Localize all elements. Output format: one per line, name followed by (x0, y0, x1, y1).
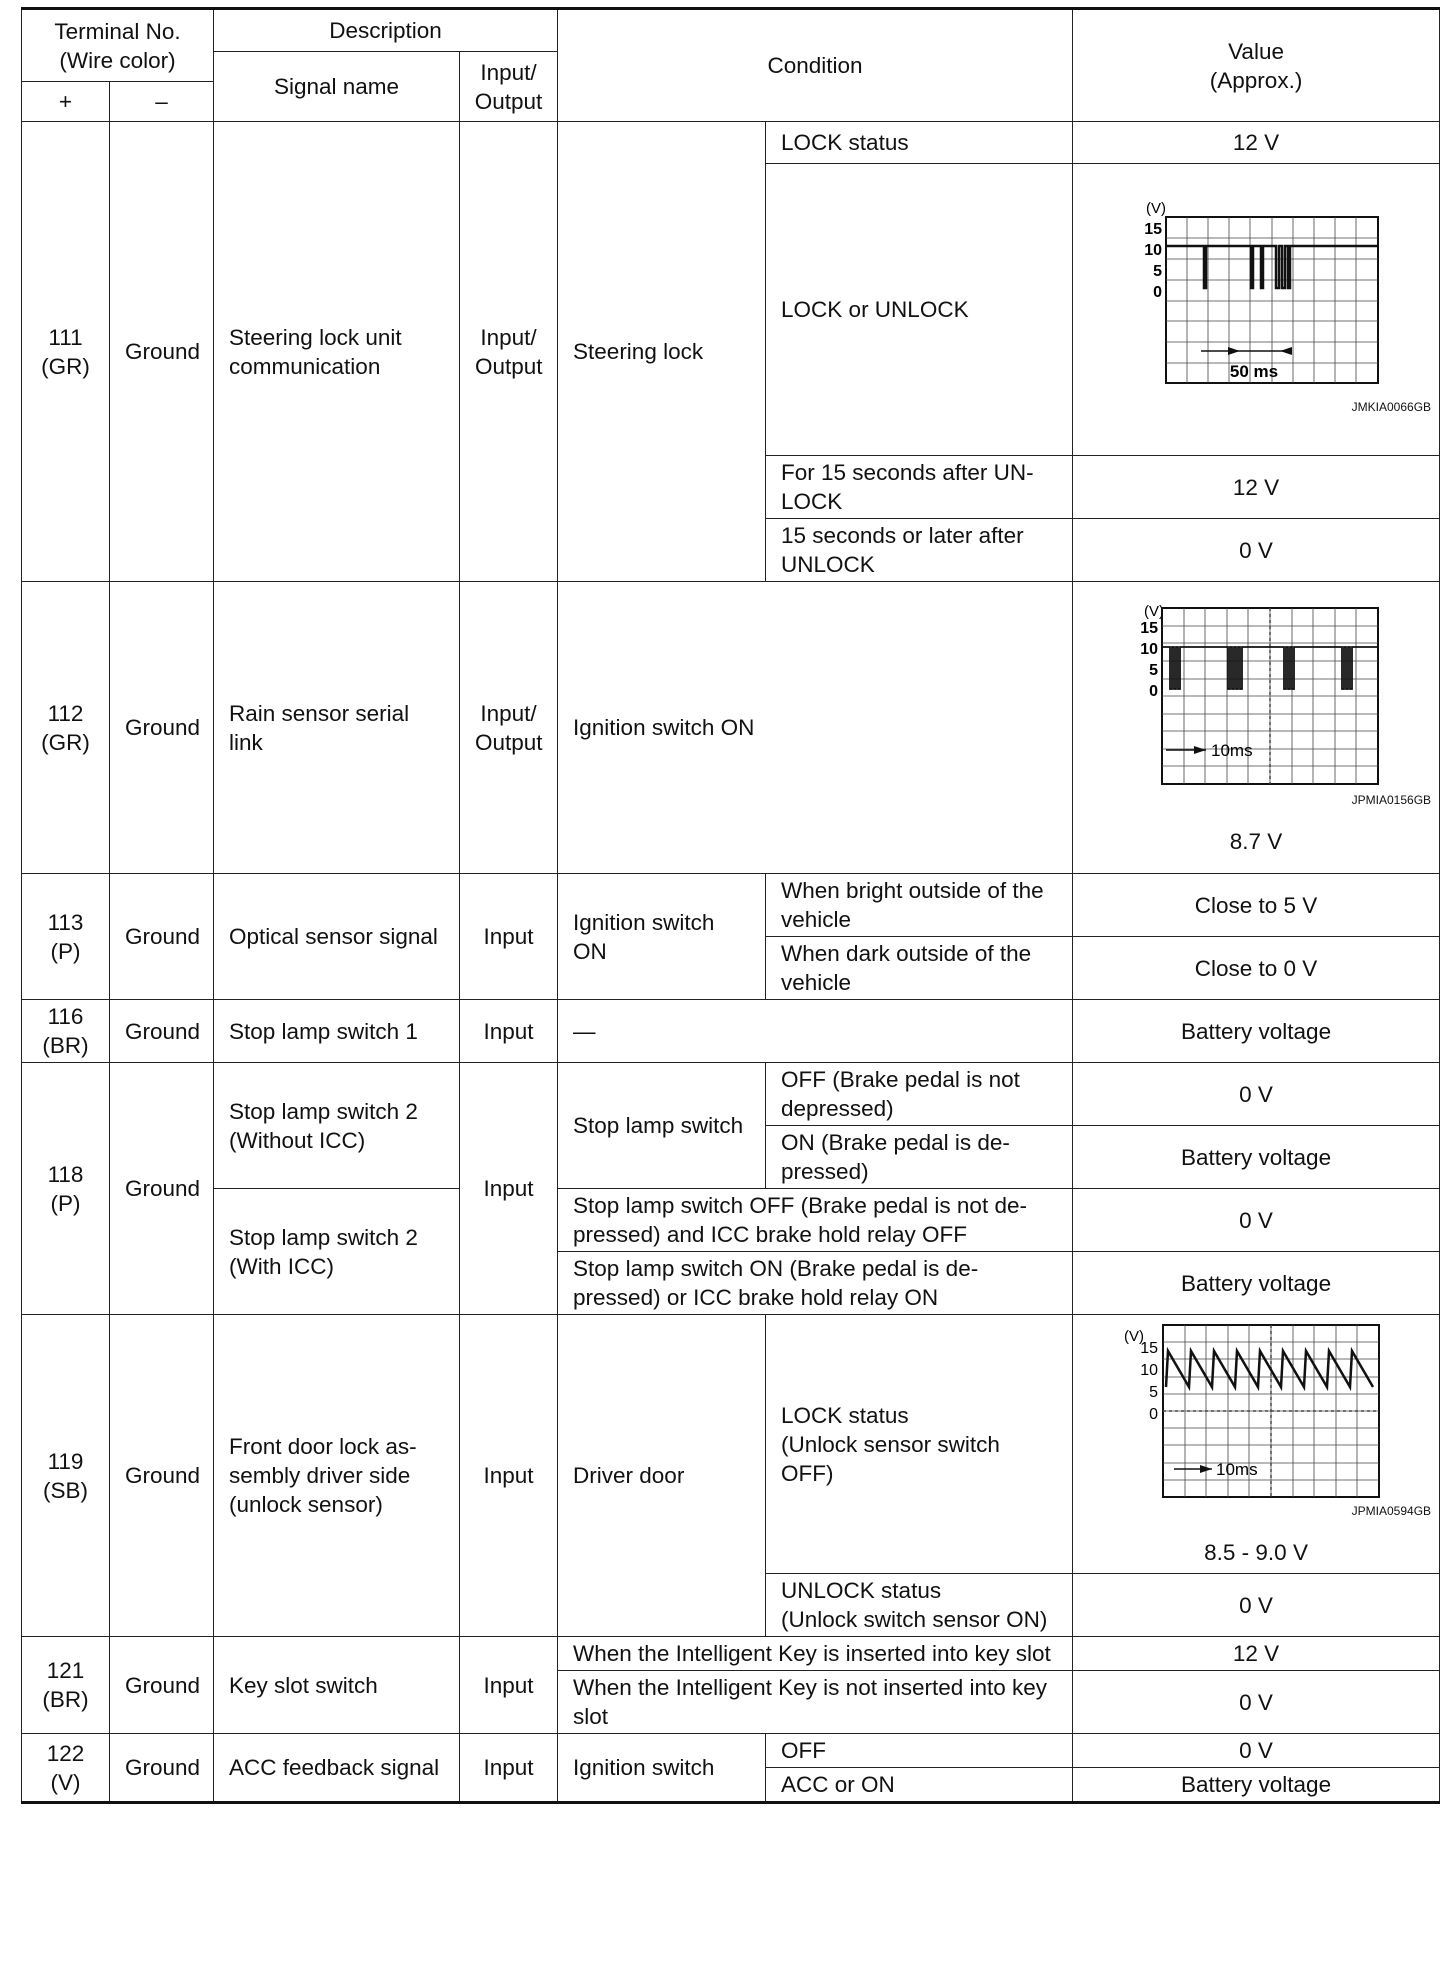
terminal-119-ground: Ground (110, 1315, 214, 1637)
terminal-116-value: Battery voltage (1073, 1000, 1440, 1063)
terminal-119-waveform-cell (1073, 1315, 1440, 1574)
terminal-112: 112 (GR) (22, 582, 110, 874)
wave-tick-5: 5 (1149, 1384, 1159, 1401)
terminal-111-cond-4: 15 seconds or later after UNLOCK (766, 519, 1073, 582)
wave-tick-15: 15 (1140, 619, 1159, 637)
wave-unit-label: (V) (1124, 1328, 1145, 1345)
terminal-116-signal: Stop lamp switch 1 (214, 1000, 460, 1063)
terminal-121: 121 (BR) (22, 1637, 110, 1734)
header-input-output: Input/ Output (460, 52, 558, 122)
terminal-113-cond-2: When dark outside of the vehicle (766, 937, 1073, 1000)
terminal-121-signal: Key slot switch (214, 1637, 460, 1734)
header-signal-name: Signal name (214, 52, 460, 122)
terminal-113-signal: Optical sensor signal (214, 874, 460, 1000)
terminal-111-cond-3: For 15 seconds after UN- LOCK (766, 456, 1073, 519)
terminal-111-signal: Steering lock unit communication (214, 122, 460, 582)
terminal-122-signal: ACC feedback signal (214, 1734, 460, 1803)
terminal-122-cond-1: OFF (766, 1734, 1073, 1768)
terminal-118-value-4: Battery voltage (1073, 1252, 1440, 1315)
header-terminal-no: Terminal No. (Wire color) (22, 9, 214, 82)
wave-trace (1166, 1351, 1373, 1387)
terminal-118: 118 (P) (22, 1063, 110, 1315)
terminal-112-value: 8.7 V (1229, 828, 1283, 854)
terminal-122: 122 (V) (22, 1734, 110, 1803)
terminal-119-cond-1: LOCK status (Unlock sensor switch OFF) (766, 1315, 1073, 1574)
terminal-113-value-1: Close to 5 V (1073, 874, 1440, 937)
terminal-112-signal: Rain sensor serial link (214, 582, 460, 874)
terminal-111-io: Input/ Output (460, 122, 558, 582)
terminal-116-io: Input (460, 1000, 558, 1063)
header-plus: + (22, 82, 110, 122)
terminal-119-value-2: 0 V (1073, 1574, 1440, 1637)
wave-code-119: JPMIA0594GB (1351, 1504, 1432, 1518)
wave-unit-label: (V) (1144, 602, 1165, 620)
terminal-121-cond-1: When the Intelligent Key is inserted into key slot (558, 1637, 1073, 1671)
wave-tick-15: 15 (1140, 1340, 1159, 1357)
terminal-119-condition: Driver door (558, 1315, 766, 1637)
terminal-119: 119 (SB) (22, 1315, 110, 1637)
wave-scale-label: 10ms (1211, 740, 1253, 760)
terminal-121-cond-2: When the Intelligent Key is not inserted into key slot (558, 1671, 1073, 1734)
terminal-111-condition: Steering lock (558, 122, 766, 582)
header-condition: Condition (558, 9, 1073, 122)
terminal-116-condition: — (558, 1000, 1073, 1063)
wave-tick-0: 0 (1149, 682, 1159, 700)
terminal-111-cond-1: LOCK status (766, 122, 1073, 164)
terminal-118-cond-3: Stop lamp switch OFF (Brake pedal is not de- pressed) and ICC brake hold relay OFF (558, 1189, 1073, 1252)
terminal-112-condition: Ignition switch ON (558, 582, 1073, 874)
wave-code-111: JMKIA0066GB (1351, 400, 1432, 414)
wave-scale-label: 10ms (1216, 1460, 1258, 1479)
header-minus: – (110, 82, 214, 122)
terminal-111-value-4: 0 V (1073, 519, 1440, 582)
terminal-118-condition-a: Stop lamp switch (558, 1063, 766, 1189)
terminal-spec-table (21, 7, 1440, 1804)
terminal-118-cond-1: OFF (Brake pedal is not depressed) (766, 1063, 1073, 1126)
terminal-111-value-1: 12 V (1073, 122, 1440, 164)
terminal-121-value-2: 0 V (1073, 1671, 1440, 1734)
terminal-121-io: Input (460, 1637, 558, 1734)
wave-tick-5: 5 (1149, 661, 1159, 679)
wave-unit-label: (V) (1146, 200, 1167, 217)
terminal-113-value-2: Close to 0 V (1073, 937, 1440, 1000)
terminal-119-cond-2: UNLOCK status (Unlock switch sensor ON) (766, 1574, 1073, 1637)
terminal-118-value-2: Battery voltage (1073, 1126, 1440, 1189)
terminal-111-waveform-cell (1073, 164, 1440, 456)
terminal-113: 113 (P) (22, 874, 110, 1000)
wave-tick-0: 0 (1149, 1406, 1159, 1423)
header-value: Value (Approx.) (1073, 9, 1440, 122)
wave-code-112: JPMIA0156GB (1351, 792, 1432, 807)
terminal-112-waveform-cell (1073, 582, 1440, 874)
waveform-rain-sensor (1116, 600, 1396, 790)
terminal-118-cond-2: ON (Brake pedal is de- pressed) (766, 1126, 1073, 1189)
terminal-119-io: Input (460, 1315, 558, 1637)
terminal-112-ground: Ground (110, 582, 214, 874)
terminal-122-value-1: 0 V (1073, 1734, 1440, 1768)
terminal-119-signal: Front door lock as- sembly driver side (unlock sensor) (214, 1315, 460, 1637)
terminal-111: 111 (GR) (22, 122, 110, 582)
terminal-118-cond-4: Stop lamp switch ON (Brake pedal is de- pressed) or ICC brake hold relay ON (558, 1252, 1073, 1315)
terminal-111-ground: Ground (110, 122, 214, 582)
wave-scale-label: 50 ms (1229, 362, 1279, 381)
wave-tick-0: 0 (1153, 284, 1163, 301)
terminal-111-cond-2: LOCK or UNLOCK (766, 164, 1073, 456)
terminal-118-signal-b: Stop lamp switch 2 (With ICC) (214, 1189, 460, 1315)
terminal-122-value-2: Battery voltage (1073, 1768, 1440, 1803)
terminal-118-value-3: 0 V (1073, 1189, 1440, 1252)
wave-tick-10: 10 (1140, 1362, 1159, 1379)
terminal-118-value-1: 0 V (1073, 1063, 1440, 1126)
wave-tick-10: 10 (1140, 640, 1159, 658)
terminal-118-io: Input (460, 1063, 558, 1315)
wave-tick-15: 15 (1144, 221, 1163, 238)
terminal-122-ground: Ground (110, 1734, 214, 1803)
terminal-121-ground: Ground (110, 1637, 214, 1734)
waveform-steering-lock (1116, 197, 1396, 397)
terminal-122-io: Input (460, 1734, 558, 1803)
terminal-121-value-1: 12 V (1073, 1637, 1440, 1671)
terminal-113-ground: Ground (110, 874, 214, 1000)
terminal-112-io: Input/ Output (460, 582, 558, 874)
terminal-111-value-3: 12 V (1073, 456, 1440, 519)
terminal-122-condition: Ignition switch (558, 1734, 766, 1803)
terminal-119-value-1: 8.5 - 9.0 V (1204, 1540, 1308, 1565)
wave-tick-5: 5 (1153, 263, 1163, 280)
terminal-113-io: Input (460, 874, 558, 1000)
terminal-113-condition: Ignition switch ON (558, 874, 766, 1000)
terminal-118-ground: Ground (110, 1063, 214, 1315)
terminal-116: 116 (BR) (22, 1000, 110, 1063)
wave-tick-10: 10 (1144, 242, 1163, 259)
header-description: Description (214, 9, 558, 52)
terminal-113-cond-1: When bright outside of the vehicle (766, 874, 1073, 937)
terminal-116-ground: Ground (110, 1000, 214, 1063)
terminal-118-signal-a: Stop lamp switch 2 (Without ICC) (214, 1063, 460, 1189)
terminal-122-cond-2: ACC or ON (766, 1768, 1073, 1803)
waveform-unlock-sensor (1116, 1321, 1396, 1501)
